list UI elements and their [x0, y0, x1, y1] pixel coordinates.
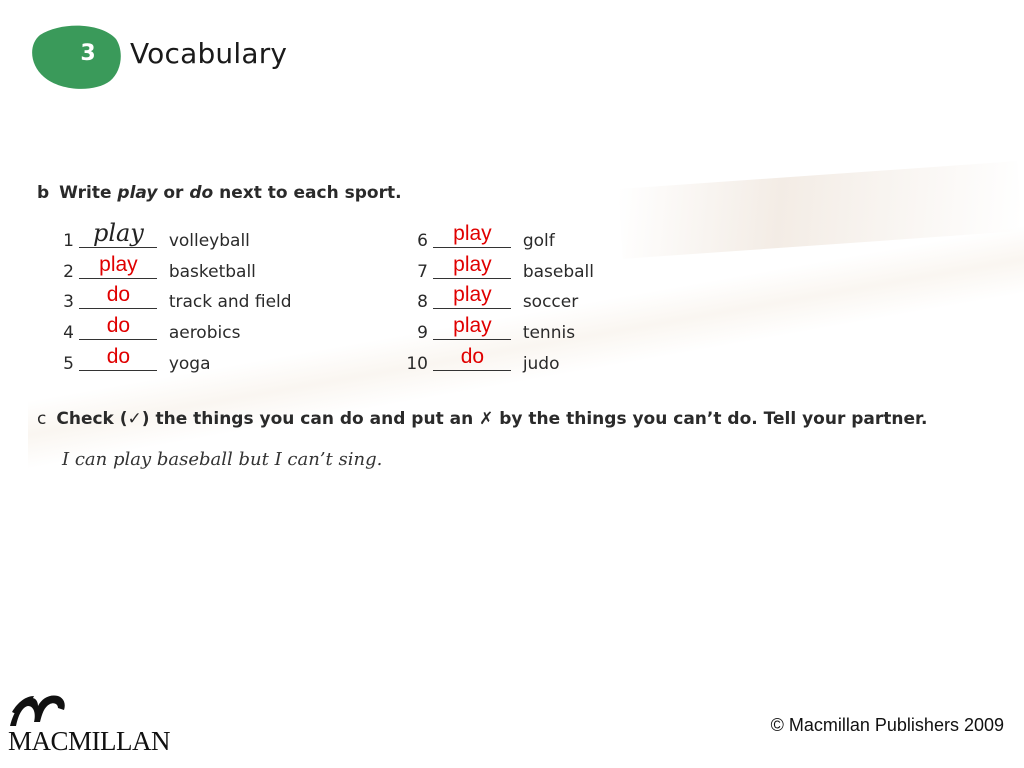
answer-blank[interactable] — [433, 314, 511, 338]
answer-text: play — [453, 283, 492, 306]
logo-wordmark: MACMILLAN — [8, 726, 170, 756]
answer-blank[interactable] — [433, 222, 511, 246]
item-number: 6 — [417, 231, 428, 251]
instruction-text: or — [157, 183, 190, 203]
exercise-item — [52, 219, 250, 254]
sport-name: golf — [522, 231, 555, 251]
answer-text: do — [106, 345, 131, 368]
exercise-item — [52, 253, 256, 285]
answer-handwritten: play — [92, 219, 144, 247]
copyright-notice: © Macmillan Publishers 2009 — [770, 715, 1004, 735]
item-number: 9 — [417, 323, 428, 343]
instruction-text: Check (✓) the things you can do and put an ✗ by the things you can’t do. Tell your partner. — [56, 409, 928, 429]
exercise-b-instruction — [37, 183, 402, 203]
answer-blank[interactable] — [433, 283, 511, 307]
sport-name: tennis — [522, 323, 576, 343]
answer-blank[interactable] — [79, 314, 157, 338]
sport-name: soccer — [522, 292, 579, 312]
answer-text: do — [460, 345, 485, 368]
answer-text: play — [453, 314, 492, 337]
unit-number: 3 — [80, 41, 96, 66]
answer-text: play — [453, 253, 492, 276]
answer-blank[interactable] — [79, 283, 157, 307]
sport-name: track and field — [168, 292, 292, 312]
publisher-logo — [6, 690, 176, 760]
sport-name: basketball — [168, 262, 256, 282]
sport-name: baseball — [522, 262, 594, 282]
answer-text: play — [99, 253, 138, 276]
answer-blank[interactable] — [433, 253, 511, 277]
macmillan-birds-icon — [8, 692, 70, 728]
exercise-c-instruction — [37, 409, 927, 429]
sport-name: aerobics — [168, 323, 241, 343]
answer-text: play — [453, 222, 492, 245]
instruction-text: next to each sport. — [213, 183, 402, 203]
instruction-text: Write — [59, 183, 118, 203]
item-number: 2 — [63, 262, 74, 282]
sport-name: judo — [522, 354, 560, 374]
answer-blank[interactable] — [79, 345, 157, 369]
page-title: Vocabulary — [130, 37, 288, 70]
item-number: 7 — [417, 262, 428, 282]
item-number: 5 — [63, 354, 74, 374]
instruction-word-play: play — [117, 183, 158, 203]
item-number: 10 — [406, 354, 428, 374]
exercise-item — [400, 253, 594, 285]
item-number: 4 — [63, 323, 74, 343]
answer-blank[interactable] — [79, 219, 157, 247]
item-number: 1 — [63, 231, 74, 251]
exercise-item — [400, 222, 555, 254]
exercise-item — [52, 314, 241, 346]
exercise-item — [52, 283, 292, 315]
exercise-item — [400, 283, 579, 315]
answer-blank[interactable] — [433, 345, 511, 369]
slide-header — [0, 0, 400, 100]
answer-blank[interactable] — [79, 253, 157, 277]
answer-text: do — [106, 283, 131, 306]
example-sentence: I can play baseball but I can’t sing. — [62, 449, 383, 470]
sport-name: yoga — [168, 354, 211, 374]
item-number: 8 — [417, 292, 428, 312]
item-number: 3 — [63, 292, 74, 312]
answer-text: do — [106, 314, 131, 337]
exercise-item — [52, 345, 211, 377]
exercise-item — [400, 314, 576, 346]
exercise-letter: b — [37, 183, 50, 203]
exercise-item — [400, 345, 560, 377]
instruction-word-do: do — [189, 183, 214, 203]
sport-name: volleyball — [168, 231, 250, 251]
exercise-letter: c — [37, 409, 47, 429]
